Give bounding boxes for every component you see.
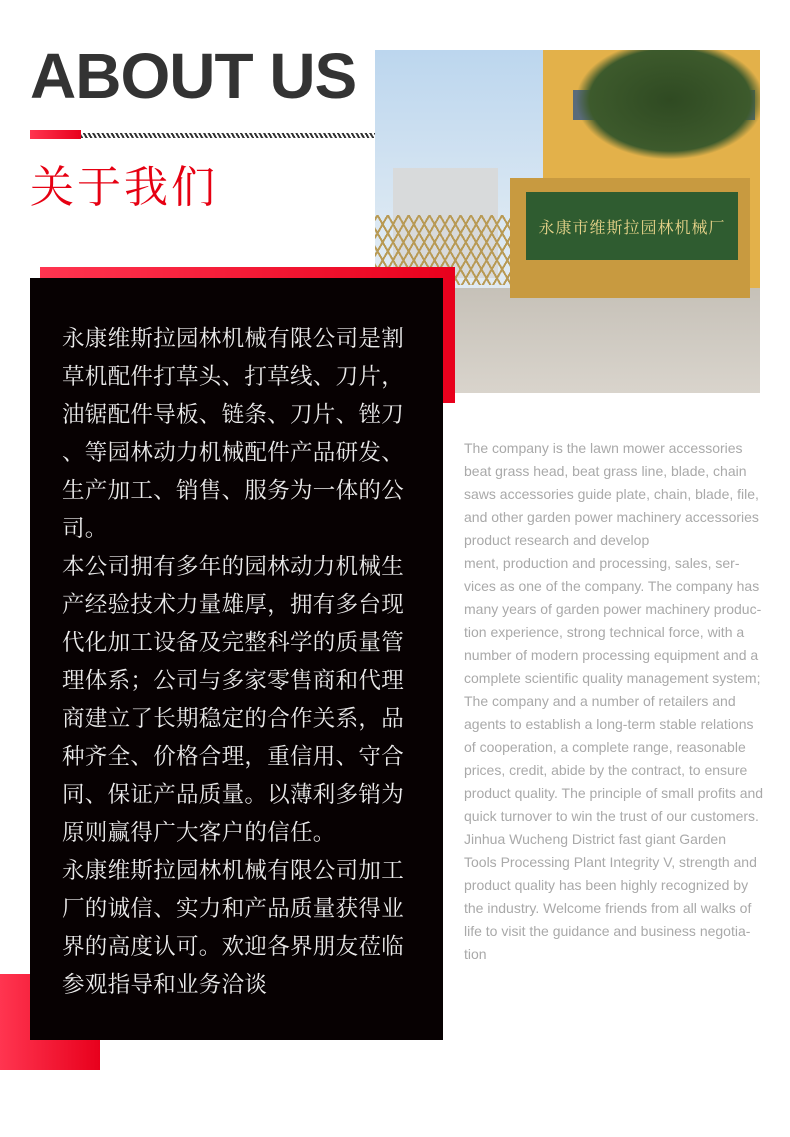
intro-en-line: complete scientific quality management system; (464, 670, 761, 686)
intro-en-line: vices as one of the company. The company has (464, 578, 760, 594)
intro-en-line: The company and a number of retailers and (464, 693, 736, 709)
intro-en-line: the industry. Welcome friends from all walks of (464, 900, 752, 916)
intro-cn-line: 产经验技术力量雄厚，拥有多台现 (62, 592, 405, 618)
intro-cn-line: 种齐全、价格合理，重信用、守合 (62, 744, 405, 770)
intro-en-line: and other garden power machinery accessories (464, 509, 759, 525)
intro-cn-panel (30, 278, 443, 1040)
page-title: ABOUT US (30, 40, 357, 112)
intro-en-line: many years of garden power machinery produc- (464, 601, 762, 617)
intro-en-line: Tools Processing Plant Integrity V, strength and (464, 854, 757, 870)
intro-en-line: product quality. The principle of small profits and (464, 785, 764, 801)
intro-en-line: number of modern processing equipment and a (464, 647, 759, 663)
accent-bar (30, 130, 81, 139)
intro-en-line: product quality has been highly recognized by (464, 877, 749, 893)
intro-en-line: The company is the lawn mower accessories (464, 440, 743, 456)
intro-cn-line: 油锯配件导板、链条、刀片、锉刀 (62, 402, 405, 428)
intro-cn-line: 商建立了长期稳定的合作关系，品 (62, 706, 405, 732)
intro-en-line: ment, production and processing, sales, ser- (464, 555, 740, 571)
photo-sign (510, 178, 750, 298)
intro-en-line: quick turnover to win the trust of our customers. (464, 808, 759, 824)
intro-en-line: tion experience, strong technical force, with a (464, 624, 745, 640)
chinese-title: 关于我们 (30, 162, 218, 213)
intro-cn-line: 司。 (62, 516, 108, 542)
intro-en-text (464, 437, 774, 966)
intro-en-line: life to visit the guidance and business negotia- (464, 923, 751, 939)
intro-cn-line: 草机配件打草头、打草线、刀片， (62, 364, 405, 390)
intro-en-line: of cooperation, a complete range, reasonable (464, 739, 746, 755)
sign-text: 永康市维斯拉园林机械厂 (526, 192, 738, 260)
intro-en-line: agents to establish a long-term stable relations (464, 716, 754, 732)
intro-en-line: saws accessories guide plate, chain, blade, file, (464, 486, 759, 502)
intro-cn-line: 原则赢得广大客户的信任。 (62, 820, 336, 846)
intro-cn-line: 理体系；公司与多家零售商和代理 (62, 668, 405, 694)
intro-en-line: prices, credit, abide by the contract, to ensure (464, 762, 748, 778)
intro-cn-line: 永康维斯拉园林机械有限公司加工 (62, 858, 405, 884)
intro-cn-line: 永康维斯拉园林机械有限公司是割 (62, 326, 405, 352)
intro-cn-line: 参观指导和业务洽谈 (62, 972, 268, 998)
intro-cn-line: 同、保证产品质量。以薄利多销为 (62, 782, 405, 808)
intro-cn-line: 厂的诚信、实力和产品质量获得业 (62, 896, 405, 922)
hatched-divider (81, 133, 375, 138)
intro-cn-line: 界的高度认可。欢迎各界朋友莅临 (62, 934, 405, 960)
intro-en-line: beat grass head, beat grass line, blade, chain (464, 463, 747, 479)
intro-cn-line: 生产加工、销售、服务为一体的公 (62, 478, 405, 504)
intro-en-line: tion (464, 946, 487, 962)
intro-en-line: product research and develop (464, 532, 650, 548)
intro-cn-line: 、等园林动力机械配件产品研发、 (62, 440, 405, 466)
intro-cn-line: 本公司拥有多年的园林动力机械生 (62, 554, 405, 580)
intro-en-line: Jinhua Wucheng District fast giant Garden (464, 831, 726, 847)
intro-cn-line: 代化加工设备及完整科学的质量管 (62, 630, 405, 656)
